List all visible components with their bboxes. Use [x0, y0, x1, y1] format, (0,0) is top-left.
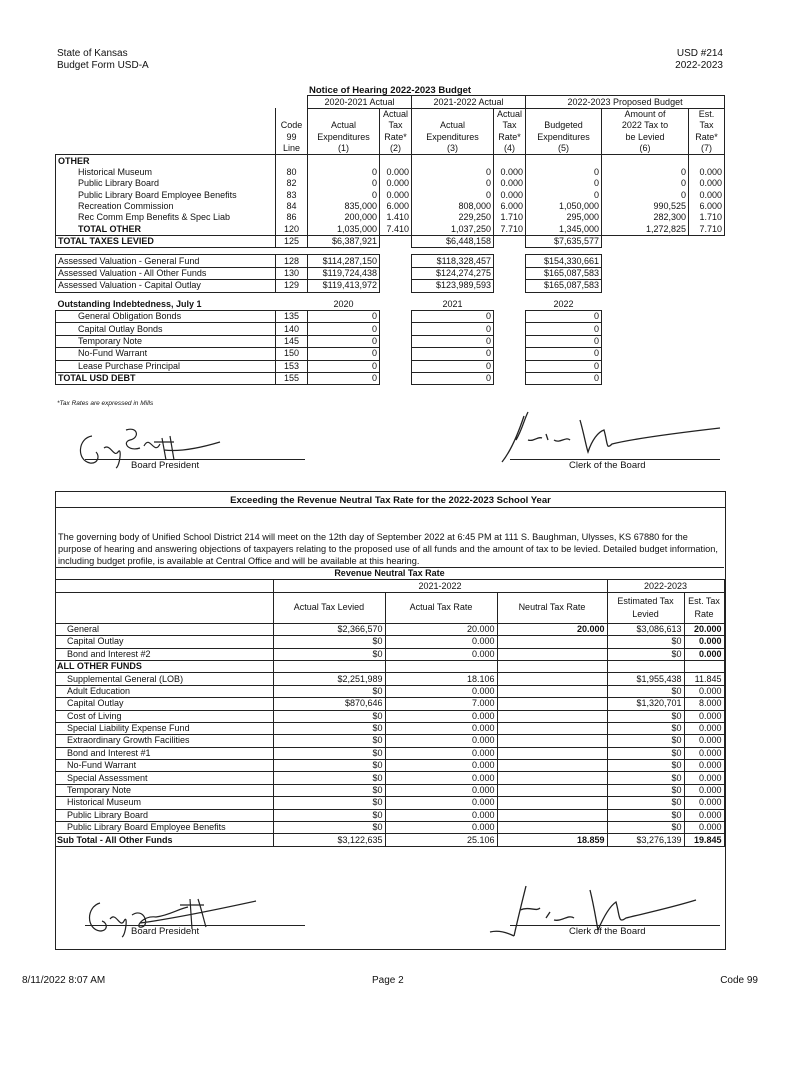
- rnr-other-rate: 0.000: [385, 822, 497, 834]
- rnr-year-b: 2022-2023: [607, 580, 724, 592]
- debt-row-c3: 0: [412, 360, 494, 372]
- rnr-other-erate: 0.000: [684, 822, 724, 834]
- rnr-general-est: $0: [607, 636, 684, 648]
- other-row-c7: 6.000: [689, 201, 725, 212]
- rnr-other-name: Public Library Board: [55, 809, 273, 821]
- other-row-c6: 0: [602, 190, 689, 201]
- rnr-other-erate: 0.000: [684, 685, 724, 697]
- subtotal-neutral: 18.859: [497, 834, 607, 846]
- debt-row-c3: 0: [412, 323, 494, 335]
- total-debt-c3: 0: [412, 372, 494, 384]
- rnr-other-levied: $0: [273, 809, 385, 821]
- rnr-other-rate: 0.000: [385, 784, 497, 796]
- col1-h: (1): [308, 143, 380, 155]
- rnr-other-est: $0: [607, 772, 684, 784]
- other-row-c1: 835,000: [308, 201, 380, 212]
- debt-row-name: Lease Purchase Principal: [56, 360, 276, 372]
- rnr-other-est: $0: [607, 809, 684, 821]
- col5-h: (5): [526, 143, 602, 155]
- rnr-other-est: $0: [607, 722, 684, 734]
- debt-year-2022: 2022: [553, 298, 574, 309]
- col4-h: (4): [494, 143, 526, 155]
- total-other-code: 120: [276, 224, 308, 236]
- rnr-other-erate: 0.000: [684, 710, 724, 722]
- other-row-code: 86: [276, 212, 308, 223]
- footnote: *Tax Rates are expressed in Mills: [57, 400, 154, 407]
- other-row-c5: 1,050,000: [526, 201, 602, 212]
- debt-row-c5: 0: [526, 335, 602, 347]
- h-actual-levied: Actual Tax Levied: [273, 592, 385, 623]
- rnr-general-name: Bond and Interest #2: [55, 648, 273, 660]
- debt-row-c1: 0: [308, 348, 380, 360]
- other-section-label: OTHER: [56, 155, 276, 167]
- valuation-row-name: Assessed Valuation - Capital Outlay: [56, 280, 276, 292]
- rnr-other-name: Temporary Note: [55, 784, 273, 796]
- other-row-c3: 0: [412, 167, 494, 178]
- subtotal-rate: 25.106: [385, 834, 497, 846]
- debt-row-c5: 0: [526, 311, 602, 323]
- total-other-c6: 1,272,825: [602, 224, 689, 236]
- other-row-code: 82: [276, 178, 308, 189]
- other-row-c2: 1.410: [380, 212, 412, 223]
- debt-row-code: 153: [276, 360, 308, 372]
- other-row-c3: 229,250: [412, 212, 494, 223]
- other-row-c2: 0.000: [380, 190, 412, 201]
- col5-h: Expenditures: [526, 132, 602, 143]
- rnr-other-rate: 0.000: [385, 747, 497, 759]
- rnr-general-erate: 20.000: [684, 623, 724, 635]
- h-est-rate: Rate: [694, 608, 714, 619]
- valuation-row-c1: $119,413,972: [308, 280, 380, 292]
- other-row-c3: 0: [412, 178, 494, 189]
- debt-year-2020: 2020: [333, 298, 354, 309]
- col4-h: Tax: [494, 120, 526, 131]
- rnr-general-levied: $0: [273, 636, 385, 648]
- notice-title: Notice of Hearing 2022-2023 Budget: [309, 85, 472, 96]
- debt-row-c3: 0: [412, 348, 494, 360]
- rnr-other-name: Bond and Interest #1: [55, 747, 273, 759]
- other-row-c6: 990,525: [602, 201, 689, 212]
- col7-h: Est.: [689, 108, 725, 120]
- subtotal-levied: $3,122,635: [273, 834, 385, 846]
- clerk-label-bottom: Clerk of the Board: [569, 926, 646, 937]
- col1-h: Actual: [308, 120, 380, 131]
- subtotal-label: Sub Total - All Other Funds: [55, 834, 273, 846]
- total-other-c2: 7.410: [380, 224, 412, 236]
- notice-budget-table: [55, 84, 725, 385]
- president-label-top: Board President: [131, 460, 200, 471]
- rnr-paragraph: The governing body of Unified School District 214 will meet on the 12th day of September 2022 at 6:45 PM at 111 S. Baughman, Ulysses, KS 67880 for the purpose of hearing and answering objections of taxpayers relating to the proposed use of all funds and the amount of tax to be levied. Detailed budget information, including budget profile, is available at Central Office and will be available at this hearing.: [58, 532, 718, 566]
- other-row-c7: 0.000: [689, 178, 725, 189]
- debt-row-c1: 0: [308, 311, 380, 323]
- other-row-c2: 0.000: [380, 167, 412, 178]
- h-est-rate: Est. Tax: [688, 595, 720, 606]
- rnr-other-name: Cost of Living: [55, 710, 273, 722]
- rnr-general-est: $0: [607, 648, 684, 660]
- rnr-general-rate: 0.000: [385, 648, 497, 660]
- other-row-c6: 0: [602, 167, 689, 178]
- rnr-other-levied: $0: [273, 685, 385, 697]
- rnr-other-est: $0: [607, 797, 684, 809]
- debt-row-c5: 0: [526, 348, 602, 360]
- total-debt-c5: 0: [526, 372, 602, 384]
- debt-row-c1: 0: [308, 335, 380, 347]
- debt-row-code: 145: [276, 335, 308, 347]
- rnr-other-levied: $0: [273, 822, 385, 834]
- valuation-row-c5: $165,087,583: [526, 280, 602, 292]
- rnr-general-neutral: [497, 648, 607, 660]
- other-row-name: Public Library Board: [56, 178, 276, 189]
- total-other-label: TOTAL OTHER: [56, 224, 276, 236]
- col7-h: Rate*: [689, 132, 725, 143]
- rnr-other-erate: 0.000: [684, 747, 724, 759]
- other-row-c2: 0.000: [380, 178, 412, 189]
- other-row-c7: 0.000: [689, 167, 725, 178]
- col2-h: Tax: [380, 120, 412, 131]
- valuation-row-code: 130: [276, 267, 308, 279]
- code-h: 99: [276, 132, 308, 143]
- other-row-c1: 0: [308, 167, 380, 178]
- rnr-other-est: $1,955,438: [607, 673, 684, 685]
- rnr-other-erate: 0.000: [684, 797, 724, 809]
- footer-page: Page 2: [372, 975, 404, 986]
- total-other-c3: 1,037,250: [412, 224, 494, 236]
- debt-row-c5: 0: [526, 323, 602, 335]
- rnr-other-levied: $0: [273, 722, 385, 734]
- other-row-c4: 0.000: [494, 178, 526, 189]
- rnr-other-est: $0: [607, 710, 684, 722]
- col4-h: Actual: [494, 108, 526, 120]
- rnr-other-est: $0: [607, 760, 684, 772]
- rnr-other-name: Historical Museum: [55, 797, 273, 809]
- rnr-other-levied: $0: [273, 760, 385, 772]
- debt-year-2021: 2021: [442, 298, 463, 309]
- rnr-other-erate: 11.845: [684, 673, 724, 685]
- rnr-year-a: 2021-2022: [273, 580, 607, 592]
- other-row-c5: 295,000: [526, 212, 602, 223]
- rnr-other-name: Special Assessment: [55, 772, 273, 784]
- h-neutral-rate: Neutral Tax Rate: [497, 592, 607, 623]
- col1-h: Expenditures: [308, 132, 380, 143]
- rnr-general-rate: 20.000: [385, 623, 497, 635]
- col3-h: (3): [412, 143, 494, 155]
- other-row-c2: 6.000: [380, 201, 412, 212]
- debt-row-name: No-Fund Warrant: [56, 348, 276, 360]
- rnr-other-name: Public Library Board Employee Benefits: [55, 822, 273, 834]
- col2-h: Rate*: [380, 132, 412, 143]
- total-debt-code: 155: [276, 372, 308, 384]
- rnr-other-erate: 0.000: [684, 772, 724, 784]
- rnr-other-levied: $0: [273, 710, 385, 722]
- rnr-other-erate: 0.000: [684, 760, 724, 772]
- other-row-c3: 808,000: [412, 201, 494, 212]
- col3-h: Actual: [412, 120, 494, 131]
- rnr-other-levied: $2,251,989: [273, 673, 385, 685]
- other-row-c3: 0: [412, 190, 494, 201]
- total-debt-c1: 0: [308, 372, 380, 384]
- rnr-other-name: Adult Education: [55, 685, 273, 697]
- rnr-other-rate: 0.000: [385, 710, 497, 722]
- rnr-table-title: Revenue Neutral Tax Rate: [55, 568, 724, 580]
- rnr-other-rate: 0.000: [385, 722, 497, 734]
- rnr-other-rate: 0.000: [385, 797, 497, 809]
- rnr-other-levied: $0: [273, 772, 385, 784]
- other-row-c1: 0: [308, 190, 380, 201]
- year-label: 2022-2023: [675, 60, 723, 71]
- valuation-row-c5: $165,087,583: [526, 267, 602, 279]
- col6-h: (6): [602, 143, 689, 155]
- col6-h: Amount of: [602, 108, 689, 120]
- valuation-row-c3: $124,274,275: [412, 267, 494, 279]
- debt-row-c3: 0: [412, 311, 494, 323]
- code-h: Code: [276, 120, 308, 131]
- other-row-c4: 6.000: [494, 201, 526, 212]
- rnr-other-rate: 0.000: [385, 685, 497, 697]
- col2-h: Actual: [380, 108, 412, 120]
- rnr-other-levied: $870,646: [273, 698, 385, 710]
- valuation-row-name: Assessed Valuation - All Other Funds: [56, 267, 276, 279]
- other-row-name: Rec Comm Emp Benefits & Spec Liab: [56, 212, 276, 223]
- rnr-other-rate: 0.000: [385, 772, 497, 784]
- rnr-other-name: Supplemental General (LOB): [55, 673, 273, 685]
- rnr-other-levied: $0: [273, 747, 385, 759]
- other-row-c4: 0.000: [494, 190, 526, 201]
- rnr-other-rate: 7.000: [385, 698, 497, 710]
- rnr-general-name: General: [55, 623, 273, 635]
- other-row-c7: 0.000: [689, 190, 725, 201]
- debt-row-c5: 0: [526, 360, 602, 372]
- other-row-code: 80: [276, 167, 308, 178]
- other-row-code: 84: [276, 201, 308, 212]
- clerk-label-top: Clerk of the Board: [569, 460, 646, 471]
- rnr-other-est: $0: [607, 747, 684, 759]
- subtotal-est: $3,276,139: [607, 834, 684, 846]
- subtotal-erate: 19.845: [684, 834, 724, 846]
- code-h: Line: [276, 143, 308, 155]
- col6-h: be Levied: [602, 132, 689, 143]
- other-row-c5: 0: [526, 167, 602, 178]
- group-2021: 2021-2022 Actual: [412, 96, 526, 108]
- total-debt-label: TOTAL USD DEBT: [56, 372, 276, 384]
- other-row-name: Recreation Commission: [56, 201, 276, 212]
- debt-row-c1: 0: [308, 360, 380, 372]
- total-taxes-c5: $7,635,577: [526, 236, 602, 248]
- other-row-c6: 282,300: [602, 212, 689, 223]
- other-row-c7: 1.710: [689, 212, 725, 223]
- rnr-other-est: $0: [607, 685, 684, 697]
- total-other-c5: 1,345,000: [526, 224, 602, 236]
- total-other-c4: 7.710: [494, 224, 526, 236]
- col6-h: 2022 Tax to: [602, 120, 689, 131]
- valuation-row-c1: $114,287,150: [308, 255, 380, 267]
- total-taxes-code: 125: [276, 236, 308, 248]
- rnr-other-name: No-Fund Warrant: [55, 760, 273, 772]
- total-taxes-label: TOTAL TAXES LEVIED: [56, 236, 276, 248]
- other-row-c1: 0: [308, 178, 380, 189]
- total-other-c1: 1,035,000: [308, 224, 380, 236]
- group-2020: 2020-2021 Actual: [308, 96, 412, 108]
- debt-row-name: General Obligation Bonds: [56, 311, 276, 323]
- rnr-other-rate: 18.106: [385, 673, 497, 685]
- rnr-other-name: Extraordinary Growth Facilities: [55, 735, 273, 747]
- usd-label: USD #214: [676, 48, 723, 59]
- h-est-levied: Estimated Tax: [617, 595, 674, 606]
- form-label: Budget Form USD-A: [57, 60, 149, 71]
- rnr-other-erate: 0.000: [684, 735, 724, 747]
- rnr-other-erate: 8.000: [684, 698, 724, 710]
- debt-row-c3: 0: [412, 335, 494, 347]
- other-row-c4: 1.710: [494, 212, 526, 223]
- rnr-title: Exceeding the Revenue Neutral Tax Rate for the 2022-2023 School Year: [230, 495, 551, 506]
- rnr-other-erate: 0.000: [684, 784, 724, 796]
- rnr-other-est: $0: [607, 822, 684, 834]
- rnr-other-name: Special Liability Expense Fund: [55, 722, 273, 734]
- president-label-bottom: Board President: [131, 926, 200, 937]
- h-actual-rate: Actual Tax Rate: [385, 592, 497, 623]
- rnr-other-erate: 0.000: [684, 722, 724, 734]
- revenue-neutral-table: [55, 567, 725, 847]
- other-row-c6: 0: [602, 178, 689, 189]
- other-row-name: Historical Museum: [56, 167, 276, 178]
- rnr-other-est: $0: [607, 735, 684, 747]
- col7-h: (7): [689, 143, 725, 155]
- col4-h: Rate*: [494, 132, 526, 143]
- valuation-row-code: 128: [276, 255, 308, 267]
- rnr-other-name: Capital Outlay: [55, 698, 273, 710]
- valuation-row-c1: $119,724,438: [308, 267, 380, 279]
- rnr-other-levied: $0: [273, 797, 385, 809]
- rnr-other-levied: $0: [273, 784, 385, 796]
- footer-datetime: 8/11/2022 8:07 AM: [22, 975, 106, 986]
- col5-h: Budgeted: [526, 120, 602, 131]
- rnr-general-est: $3,086,613: [607, 623, 684, 635]
- other-row-c5: 0: [526, 190, 602, 201]
- rnr-other-est: $1,320,701: [607, 698, 684, 710]
- rnr-general-rate: 0.000: [385, 636, 497, 648]
- rnr-other-erate: 0.000: [684, 809, 724, 821]
- debt-section-label: Outstanding Indebtedness, July 1: [57, 298, 202, 309]
- rnr-other-rate: 0.000: [385, 760, 497, 772]
- rnr-other-levied: $0: [273, 735, 385, 747]
- debt-row-name: Capital Outlay Bonds: [56, 323, 276, 335]
- col3-h: Expenditures: [412, 132, 494, 143]
- rnr-general-erate: 0.000: [684, 636, 724, 648]
- total-taxes-c3: $6,448,158: [412, 236, 494, 248]
- all-other-label: ALL OTHER FUNDS: [55, 660, 273, 672]
- rnr-general-levied: $2,366,570: [273, 623, 385, 635]
- rnr-general-neutral: 20.000: [497, 623, 607, 635]
- rnr-general-erate: 0.000: [684, 648, 724, 660]
- total-other-c7: 7.710: [689, 224, 725, 236]
- valuation-row-c3: $123,989,593: [412, 280, 494, 292]
- valuation-row-c3: $118,328,457: [412, 255, 494, 267]
- col2-h: (2): [380, 143, 412, 155]
- debt-row-c1: 0: [308, 323, 380, 335]
- other-row-code: 83: [276, 190, 308, 201]
- debt-row-name: Temporary Note: [56, 335, 276, 347]
- rnr-other-rate: 0.000: [385, 735, 497, 747]
- valuation-row-c5: $154,330,661: [526, 255, 602, 267]
- rnr-general-levied: $0: [273, 648, 385, 660]
- rnr-other-est: $0: [607, 784, 684, 796]
- footer-code: Code 99: [720, 975, 758, 986]
- col7-h: Tax: [689, 120, 725, 131]
- other-row-c1: 200,000: [308, 212, 380, 223]
- state-label: State of Kansas: [57, 48, 128, 59]
- other-row-c5: 0: [526, 178, 602, 189]
- valuation-row-name: Assessed Valuation - General Fund: [56, 255, 276, 267]
- rnr-general-name: Capital Outlay: [55, 636, 273, 648]
- other-row-c4: 0.000: [494, 167, 526, 178]
- h-est-levied: Levied: [632, 608, 659, 619]
- total-taxes-c1: $6,387,921: [308, 236, 380, 248]
- debt-row-code: 150: [276, 348, 308, 360]
- debt-row-code: 140: [276, 323, 308, 335]
- rnr-other-rate: 0.000: [385, 809, 497, 821]
- valuation-row-code: 129: [276, 280, 308, 292]
- rnr-general-neutral: [497, 636, 607, 648]
- other-row-name: Public Library Board Employee Benefits: [56, 190, 276, 201]
- debt-row-code: 135: [276, 311, 308, 323]
- group-2022: 2022-2023 Proposed Budget: [526, 96, 725, 108]
